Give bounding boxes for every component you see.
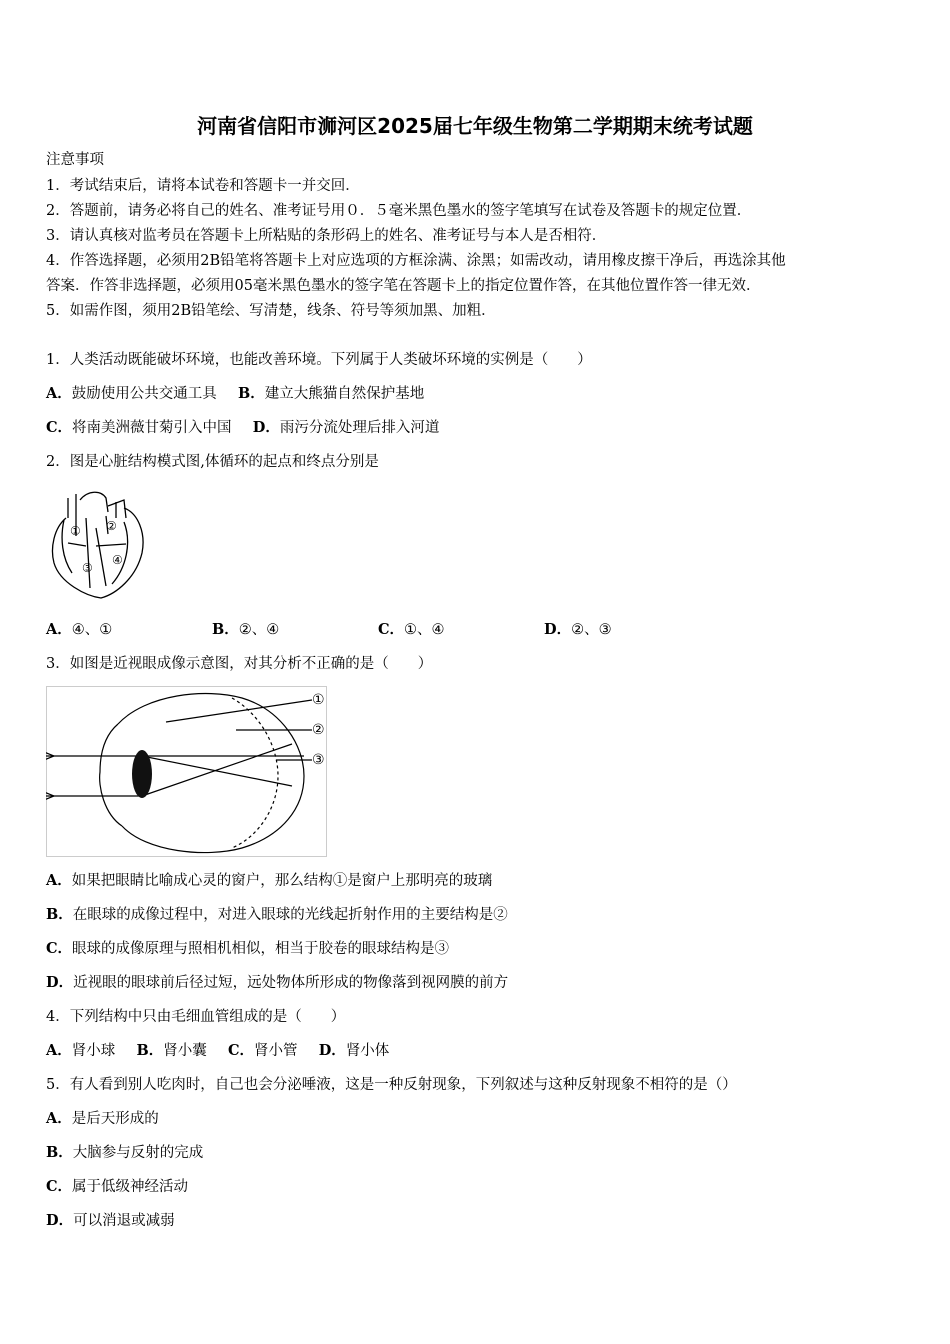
option-a-label: A． — [46, 1110, 72, 1127]
question-5-stem: 5．有人看到别人吃肉时，自己也会分泌唾液，这是一种反射现象，下列叙述与这种反射现象不相符的是（） — [46, 1077, 737, 1093]
option-a: 鼓励使用公共交通工具 — [71, 386, 217, 402]
option-b-label: B． — [237, 385, 265, 402]
question-3-stem: 3．如图是近视眼成像示意图，对其分析不正确的是（ ） — [46, 656, 433, 672]
option-a-label: A． — [46, 385, 72, 402]
notice-item: 4．作答选择题，必须用2B铅笔将答题卡上对应选项的方框涂满、涂黑；如需改动，请用橡皮擦干净后，再选涂其他 — [46, 253, 786, 269]
option-c-label: C． — [227, 1042, 255, 1059]
heart-label-3: ③ — [82, 561, 93, 575]
question-4-options — [46, 1041, 389, 1061]
option-b: 肾小囊 — [163, 1043, 207, 1059]
retina — [232, 698, 278, 848]
option-d: 肾小体 — [345, 1043, 390, 1059]
option-c-label: C． — [46, 940, 73, 957]
option-a: ④、① — [71, 622, 113, 638]
option-b: 在眼球的成像过程中，对进入眼球的光线起折射作用的主要结构是② — [72, 907, 508, 923]
option-d-label: D． — [46, 974, 74, 991]
question-3-option-c — [46, 939, 449, 959]
option-c-label: C． — [378, 621, 405, 638]
question-3-option-b — [46, 905, 508, 925]
heart-label-1: ① — [70, 524, 81, 538]
question-1-options-ab — [46, 384, 424, 404]
option-c: 属于低级神经活动 — [72, 1179, 189, 1195]
option-c-label: C． — [46, 419, 73, 436]
question-5-option-a — [46, 1109, 159, 1129]
question-5-option-c — [46, 1177, 188, 1197]
option-d: 近视眼的眼球前后径过短，远处物体所形成的物像落到视网膜的前方 — [73, 975, 509, 991]
page-title: 河南省信阳市浉河区2025届七年级生物第二学期期末统考试题 — [197, 114, 753, 138]
option-d: ②、③ — [571, 622, 612, 638]
heart-diagram — [46, 488, 146, 600]
myopia-eye-diagram — [46, 686, 330, 858]
question-4-stem: 4．下列结构中只由毛细血管组成的是（ ） — [46, 1009, 346, 1025]
eye-label-2: ② — [312, 722, 325, 738]
option-a-label: A． — [46, 872, 72, 889]
option-d-label: D． — [318, 1042, 346, 1059]
question-2-options — [46, 620, 612, 640]
option-d-label: D． — [46, 1212, 74, 1229]
option-c: ①、④ — [404, 622, 445, 638]
heart-outline — [53, 508, 144, 598]
question-3-option-a — [46, 871, 492, 891]
option-a: 是后天形成的 — [71, 1111, 159, 1127]
notice-item: 1．考试结束后，请将本试卷和答题卡一并交回． — [46, 178, 360, 194]
lens — [132, 750, 152, 798]
option-c: 肾小管 — [254, 1043, 298, 1059]
question-5-option-b — [46, 1143, 203, 1163]
option-b: ②、④ — [238, 622, 280, 638]
question-2-stem: 2．图是心脏结构模式图,体循环的起点和终点分别是 — [46, 454, 379, 470]
option-a-label: A． — [46, 621, 72, 638]
question-5-option-d — [46, 1211, 175, 1231]
option-a-label: A． — [46, 1042, 72, 1059]
option-b-label: B． — [46, 906, 73, 923]
option-b: 大脑参与反射的完成 — [72, 1145, 204, 1161]
notice-heading: 注意事项 — [46, 152, 104, 168]
notice-item: 3．请认真核对监考员在答题卡上所粘贴的条形码上的姓名、准考证号与本人是否相符． — [46, 228, 607, 244]
option-b-label: B． — [136, 1042, 164, 1059]
option-a: 如果把眼睛比喻成心灵的窗户，那么结构①是窗户上那明亮的玻璃 — [71, 873, 493, 889]
eye-label-3: ③ — [312, 752, 325, 768]
notice-item: 2．答题前，请务必将自己的姓名、准考证号用０．５毫米黑色墨水的签字笔填写在试卷及答题卡的规定位置． — [46, 203, 752, 219]
eye-label-1: ① — [312, 692, 325, 708]
notice-item: 答案．作答非选择题，必须用05毫米黑色墨水的签字笔在答题卡上的指定位置作答，在其他位置作答一律无效． — [46, 278, 761, 294]
option-b: 建立大熊猫自然保护基地 — [264, 386, 425, 402]
heart-label-2: ② — [106, 519, 117, 533]
notice-item: 5．如需作图，须用2B铅笔绘、写清楚，线条、符号等须加黑、加粗． — [46, 303, 496, 319]
option-c: 将南美洲薇甘菊引入中国 — [72, 420, 232, 436]
cornea — [100, 724, 122, 826]
question-1-options-cd — [46, 418, 439, 438]
option-d: 可以消退或减弱 — [73, 1213, 175, 1229]
question-1-stem: 1．人类活动既能破坏环境，也能改善环境。下列属于人类破坏环境的实例是（ ） — [46, 352, 592, 368]
option-a: 肾小球 — [71, 1043, 116, 1059]
heart-label-4: ④ — [112, 553, 123, 567]
option-c: 眼球的成像原理与照相机相似，相当于胶卷的眼球结构是③ — [72, 941, 450, 957]
question-3-option-d — [46, 973, 508, 993]
option-b-label: B． — [212, 621, 239, 638]
option-c-label: C． — [46, 1178, 73, 1195]
option-b-label: B． — [46, 1144, 73, 1161]
option-d-label: D． — [252, 419, 280, 436]
option-d-label: D． — [544, 621, 572, 638]
option-d: 雨污分流处理后排入河道 — [279, 420, 440, 436]
